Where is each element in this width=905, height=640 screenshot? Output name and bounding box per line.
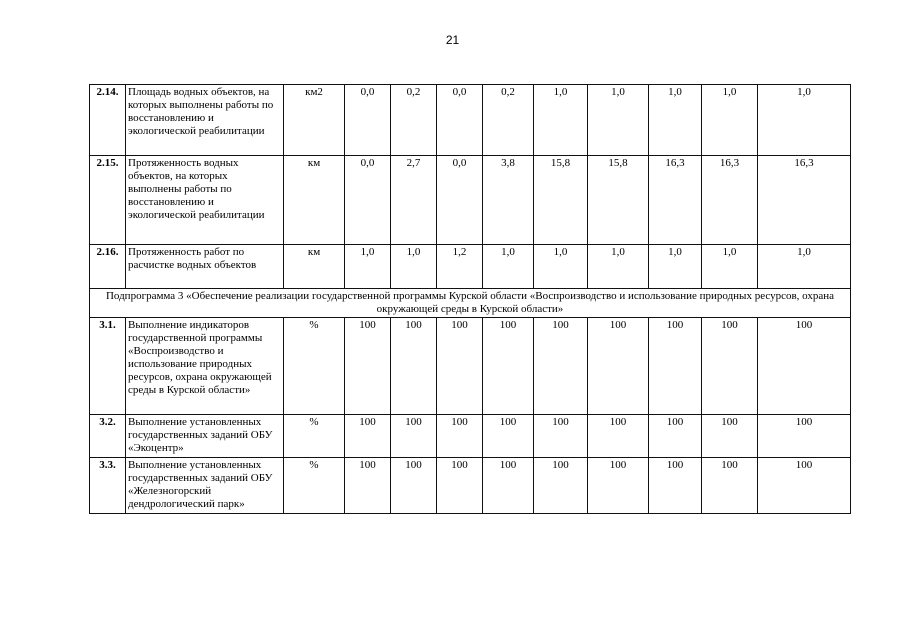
value-cell: 16,3 xyxy=(649,156,702,245)
value-cell: 100 xyxy=(483,458,534,514)
value-cell: 0,2 xyxy=(483,85,534,156)
value-cell: 100 xyxy=(702,318,758,415)
value-cell: 100 xyxy=(588,415,649,458)
table-row xyxy=(90,245,851,289)
value-cell: 1,0 xyxy=(649,85,702,156)
value-cell: 15,8 xyxy=(534,156,588,245)
value-cell: 100 xyxy=(483,415,534,458)
value-cell: 100 xyxy=(391,415,437,458)
indicator-name: Выполнение индикаторов государственной программы «Воспроизводство и использование природных ресурсов, охрана окружающей среды в Курской области» xyxy=(126,318,284,415)
value-cell: 100 xyxy=(391,318,437,415)
value-cell: 100 xyxy=(649,318,702,415)
value-cell: 1,0 xyxy=(758,85,851,156)
value-cell: 2,7 xyxy=(391,156,437,245)
row-number: 2.16. xyxy=(90,245,126,289)
value-cell: 100 xyxy=(758,415,851,458)
value-cell: 1,0 xyxy=(588,245,649,289)
value-cell: 1,2 xyxy=(437,245,483,289)
table-row xyxy=(90,318,851,415)
value-cell: 100 xyxy=(534,458,588,514)
value-cell: 100 xyxy=(345,458,391,514)
value-cell: 100 xyxy=(437,458,483,514)
value-cell: 1,0 xyxy=(702,245,758,289)
value-cell: 1,0 xyxy=(702,85,758,156)
value-cell: 100 xyxy=(702,415,758,458)
value-cell: 1,0 xyxy=(588,85,649,156)
indicator-name: Выполнение установленных государственных заданий ОБУ «Экоцентр» xyxy=(126,415,284,458)
unit-cell: % xyxy=(284,458,345,514)
value-cell: 1,0 xyxy=(483,245,534,289)
value-cell: 0,0 xyxy=(437,156,483,245)
row-number: 3.1. xyxy=(90,318,126,415)
value-cell: 3,8 xyxy=(483,156,534,245)
value-cell: 100 xyxy=(534,318,588,415)
value-cell: 0,0 xyxy=(437,85,483,156)
value-cell: 16,3 xyxy=(758,156,851,245)
value-cell: 0,0 xyxy=(345,156,391,245)
value-cell: 1,0 xyxy=(345,245,391,289)
indicator-name: Выполнение установленных государственных заданий ОБУ «Железногорский дендрологический парк» xyxy=(126,458,284,514)
value-cell: 100 xyxy=(345,318,391,415)
unit-cell: км2 xyxy=(284,85,345,156)
value-cell: 100 xyxy=(391,458,437,514)
row-number: 2.14. xyxy=(90,85,126,156)
table-row xyxy=(90,156,851,245)
value-cell: 100 xyxy=(649,415,702,458)
value-cell: 16,3 xyxy=(702,156,758,245)
row-number: 3.2. xyxy=(90,415,126,458)
value-cell: 100 xyxy=(758,318,851,415)
indicator-name: Протяженность водных объектов, на которых выполнены работы по восстановлению и экологической реабилитации xyxy=(126,156,284,245)
value-cell: 15,8 xyxy=(588,156,649,245)
table-row xyxy=(90,85,851,156)
subprogram-title: Подпрограмма 3 «Обеспечение реализации государственной программы Курской области «Воспроизводство и использование природных ресурсов, охрана окружающей среды в Курской области» xyxy=(90,289,851,318)
value-cell: 0,0 xyxy=(345,85,391,156)
value-cell: 100 xyxy=(588,458,649,514)
indicator-name: Площадь водных объектов, на которых выполнены работы по восстановлению и экологической реабилитации xyxy=(126,85,284,156)
indicator-name: Протяженность работ по расчистке водных объектов xyxy=(126,245,284,289)
value-cell: 1,0 xyxy=(534,85,588,156)
value-cell: 1,0 xyxy=(649,245,702,289)
value-cell: 100 xyxy=(483,318,534,415)
unit-cell: % xyxy=(284,318,345,415)
value-cell: 0,2 xyxy=(391,85,437,156)
value-cell: 100 xyxy=(345,415,391,458)
unit-cell: км xyxy=(284,245,345,289)
value-cell: 100 xyxy=(758,458,851,514)
subprogram-row xyxy=(90,289,851,318)
row-number: 3.3. xyxy=(90,458,126,514)
value-cell: 1,0 xyxy=(534,245,588,289)
value-cell: 100 xyxy=(649,458,702,514)
value-cell: 100 xyxy=(534,415,588,458)
value-cell: 100 xyxy=(702,458,758,514)
unit-cell: км xyxy=(284,156,345,245)
unit-cell: % xyxy=(284,415,345,458)
indicators-table xyxy=(89,84,851,514)
table-row xyxy=(90,458,851,514)
value-cell: 100 xyxy=(588,318,649,415)
value-cell: 1,0 xyxy=(391,245,437,289)
row-number: 2.15. xyxy=(90,156,126,245)
value-cell: 100 xyxy=(437,415,483,458)
value-cell: 100 xyxy=(437,318,483,415)
table-row xyxy=(90,415,851,458)
page-number: 21 xyxy=(445,33,460,47)
value-cell: 1,0 xyxy=(758,245,851,289)
